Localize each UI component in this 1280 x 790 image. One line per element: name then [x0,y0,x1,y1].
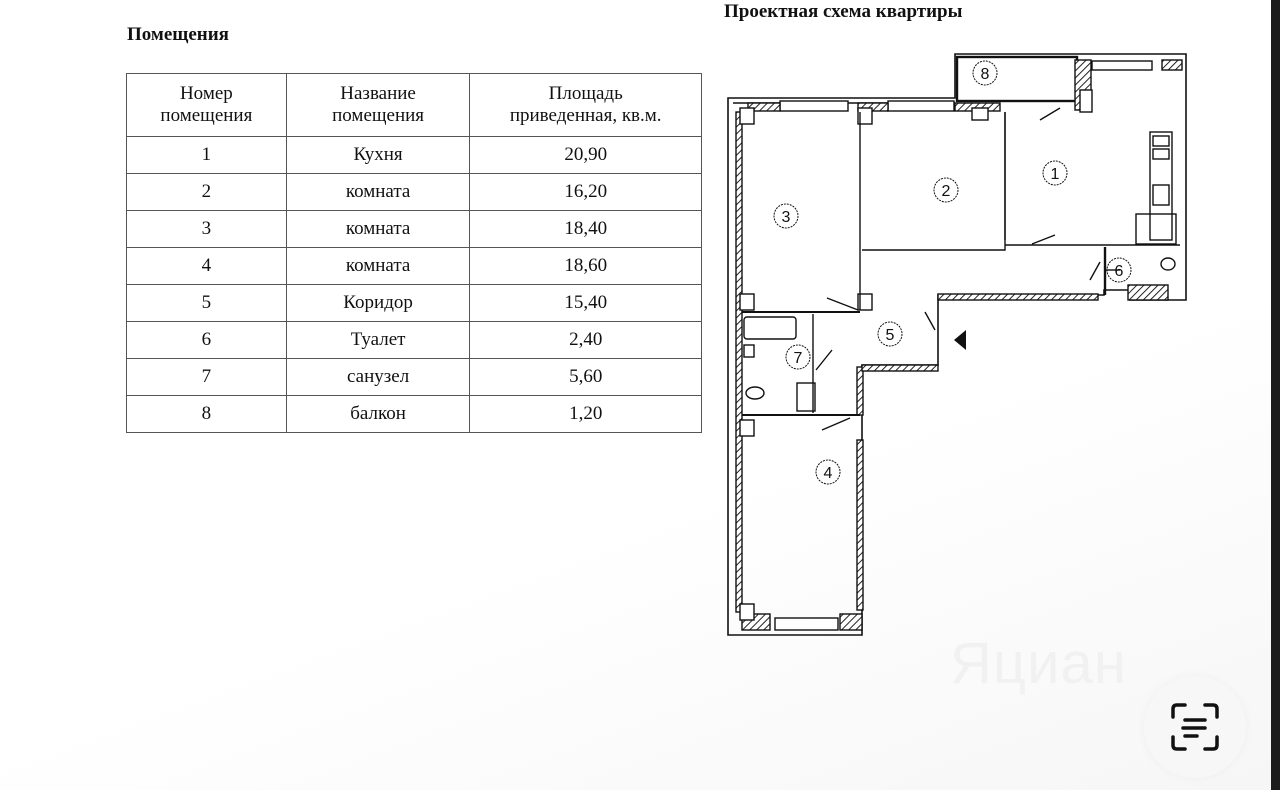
room-number: 3 [127,211,287,248]
room-name: комната [286,248,470,285]
entrance-arrow-icon [954,330,966,350]
room-area: 1,20 [470,396,702,433]
svg-text:3: 3 [781,209,791,226]
table-row [127,359,702,396]
plan-section-title: Проектная схема квартиры [724,1,963,22]
table-row [127,211,702,248]
room-number: 1 [127,137,287,174]
svg-text:5: 5 [885,327,895,344]
floor-plan [724,48,1194,643]
header-room-name: Название помещения [286,74,470,137]
svg-text:2: 2 [941,183,951,200]
room-name: балкон [286,396,470,433]
room-area: 2,40 [470,322,702,359]
room-name: комната [286,174,470,211]
room-area: 16,20 [470,174,702,211]
svg-text:7: 7 [793,350,803,367]
room-name: санузел [286,359,470,396]
rooms-section-title: Помещения [127,24,229,45]
room-number: 6 [127,322,287,359]
room-name: комната [286,211,470,248]
svg-text:6: 6 [1114,263,1124,280]
room-label-3 [774,204,798,228]
table-row [127,248,702,285]
table-row [127,396,702,433]
room-area: 18,60 [470,248,702,285]
room-number: 5 [127,285,287,322]
room-number: 7 [127,359,287,396]
room-name: Туалет [286,322,470,359]
room-name: Кухня [286,137,470,174]
header-room-area: Площадь приведенная, кв.м. [470,74,702,137]
table-row [127,285,702,322]
header-room-number: Номер помещения [127,74,287,137]
room-number: 4 [127,248,287,285]
text-scan-icon [1167,699,1223,755]
room-area: 5,60 [470,359,702,396]
watermark: Яциан [950,631,1127,696]
svg-text:8: 8 [980,66,990,83]
room-number: 2 [127,174,287,211]
svg-text:4: 4 [823,465,833,482]
room-label-1 [1043,161,1067,185]
svg-text:1: 1 [1050,166,1060,183]
room-area: 15,40 [470,285,702,322]
room-label-5 [878,322,902,346]
table-row [127,137,702,174]
room-label-4 [816,460,840,484]
room-label-8 [973,61,997,85]
text-scan-button[interactable] [1144,676,1246,778]
room-label-7 [786,345,810,369]
table-header-row [127,74,702,137]
room-area: 20,90 [470,137,702,174]
room-area: 18,40 [470,211,702,248]
table-row [127,322,702,359]
rooms-table [126,73,702,433]
room-name: Коридор [286,285,470,322]
room-number: 8 [127,396,287,433]
room-label-2 [934,178,958,202]
table-row [127,174,702,211]
window-edge [1271,0,1280,790]
